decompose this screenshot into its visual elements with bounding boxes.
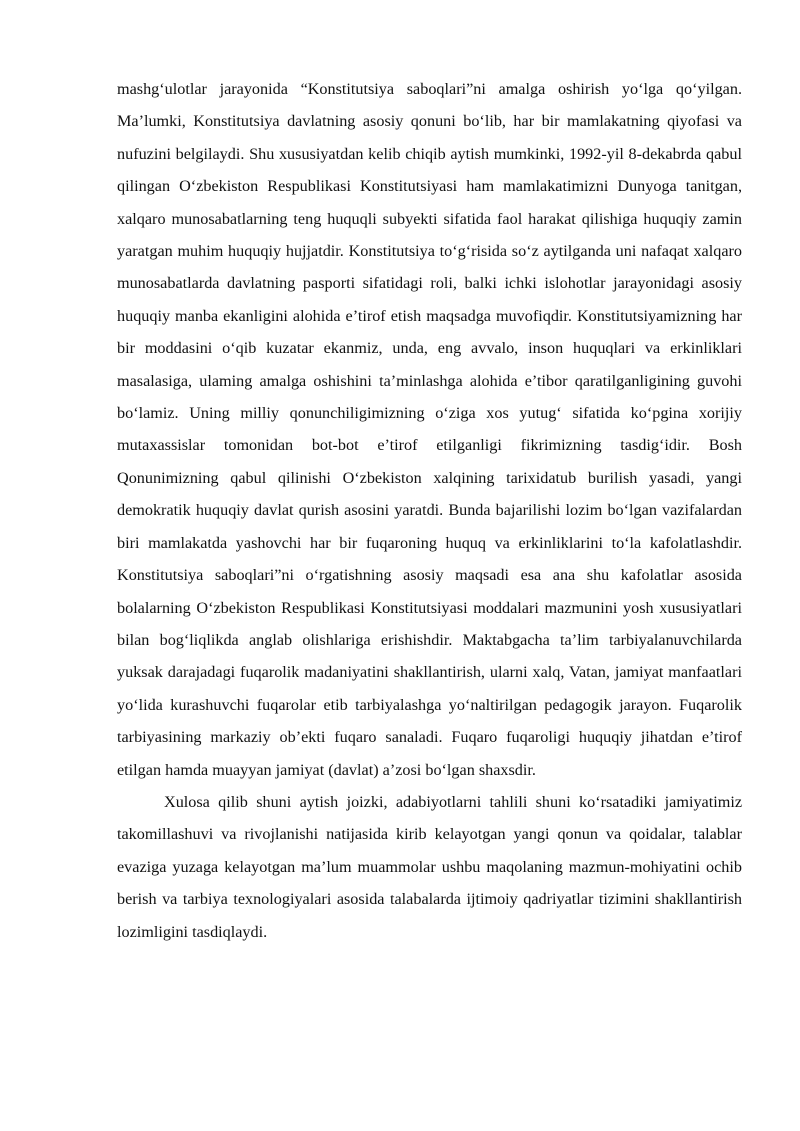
paragraph-conclusion: Xulosa qilib shuni aytish joizki, adabiyotlarni tahlili shuni ko‘rsatadiki jamiyatimiz takomillashuvi va rivojlanishi natijasida kirib kelayotgan yangi qonun va qoidalar, talablar evaziga yuzaga kelayotgan ma’lum muammolar ushbu maqolaning mazmun-mohiyatini ochib berish va tarbiya texnologiyalari asosida talabalarda ijtimoiy qadriyatlar tizimini shakllantirish lozimligini tasdiqlaydi. [117, 792, 742, 941]
body-text [117, 73, 742, 948]
paragraph-constitution-lessons: mashg‘ulotlar jarayonida “Konstitutsiya saboqlari”ni amalga oshirish yo‘lga qo‘yilgan. Ma’lumki, Konstitutsiya davlatning asosiy qonuni bo‘lib, har bir mamlakatning qiyofasi va nufuzini belgilaydi. Shu xususiyatdan kelib chiqib aytish mumkinki, 1992-yil 8-dekabrda qabul qilingan O‘zbekiston Respublikasi Konstitutsiyasi ham mamlakatimizni Dunyoga tanitgan, xalqaro munosabatlarning teng huquqli subyekti sifatida faol harakat qilishiga huquqiy zamin yaratgan muhim huquqiy hujjatdir. Konstitutsiya to‘g‘risida so‘z aytilganda uni nafaqat xalqaro munosabatlarda davlatning pasporti sifatidagi roli, balki ichki islohotlar jarayonidagi asosiy huquqiy manba ekanligini alohida e’tirof etish maqsadga muvofiqdir. Konstitutsiyamizning har bir moddasini o‘qib kuzatar ekanmiz, unda, eng avvalo, inson huquqlari va erkinliklari masalasiga, ulaming amalga oshishini ta’minlashga alohida e’tibor qaratilganligining guvohi bo‘lamiz. Uning milliy qonunchiligimizning o‘ziga xos yutug‘ sifatida ko‘pgina xorijiy mutaxassislar tomonidan bot-bot e’tirof etilganligi fikrimizning tasdig‘idir. Bosh Qonunimizning qabul qilinishi O‘zbekiston xalqining tarixidatub burilish yasadi, yangi demokratik huquqiy davlat qurish asosini yaratdi. Bunda bajarilishi lozim bo‘lgan vazifalardan biri mamlakatda yashovchi har bir fuqaroning huquq va erkinliklarini to‘la kafolatlashdir. Konstitutsiya saboqlari”ni o‘rgatishning asosiy maqsadi esa ana shu kafolatlar asosida bolalarning O‘zbekiston Respublikasi Konstitutsiyasi moddalari mazmunini yosh xususiyatlari bilan bog‘liqlikda anglab olishlariga erishishdir. Maktabgacha ta’lim tarbiyalanuvchilarda yuksak darajadagi fuqarolik madaniyatini shakllantirish, ularni xalq, Vatan, jamiyat manfaatlari yo‘lida kurashuvchi fuqarolar etib tarbiyalashga yo‘naltirilgan pedagogik jarayon. Fuqarolik tarbiyasining markaziy ob’ekti fuqaro sanaladi. Fuqaro fuqaroligi huquqiy jihatdan e’tirof etilgan hamda muayyan jamiyat (davlat) a’zosi bo‘lgan shaxsdir. [117, 80, 742, 779]
